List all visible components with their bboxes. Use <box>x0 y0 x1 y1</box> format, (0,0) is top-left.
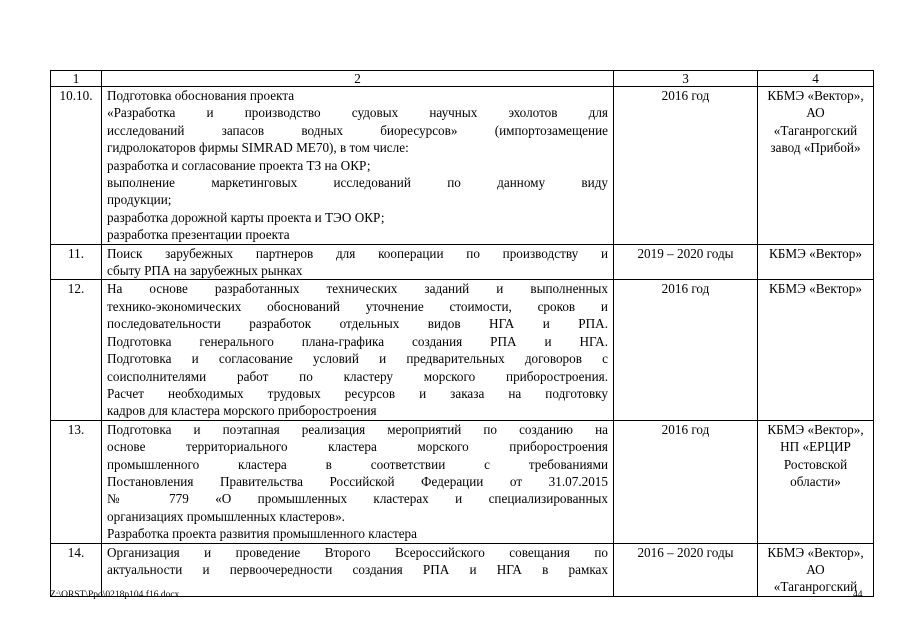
description-line: Подготовка генерального плана-графика создания РПА и НГА. <box>107 333 608 349</box>
header-cell: 3 <box>614 71 758 87</box>
description-line: исследований запасов водных биоресурсов» (импортозамещение <box>107 122 608 138</box>
description-line: технико-экономических обоснований уточнение стоимости, сроков и <box>107 298 608 314</box>
header-cell: 4 <box>758 71 874 87</box>
description-line: кадров для кластера морского приборостроения <box>107 403 377 419</box>
footer-file-path: Z:\ORST\Ppo\0218p104.f16.docx <box>50 590 180 600</box>
row-executor <box>758 87 874 245</box>
description-line: продукции; <box>107 192 172 208</box>
description-line: На основе разработанных технических заданий и выполненных <box>107 281 608 297</box>
description-line: основе территориального кластера морского приборостроения <box>107 439 608 455</box>
description-line: гидролокаторов фирмы SIMRAD ME70), в том числе: <box>107 140 409 156</box>
row-term: 2019 – 2020 годы <box>614 244 758 280</box>
description-line: выполнение маркетинговых исследований по данному виду <box>107 175 608 191</box>
header-cell: 2 <box>102 71 614 87</box>
description-line: «Разработка и производство судовых научных эхолотов для <box>107 105 608 121</box>
table-row <box>51 244 874 280</box>
table-row <box>51 87 874 245</box>
description-line: Расчет необходимых трудовых ресурсов и заказа на подготовку <box>107 385 608 401</box>
row-number: 13. <box>51 420 102 543</box>
row-number: 11. <box>51 244 102 280</box>
description-line: сбыту РПА на зарубежных рынках <box>107 263 303 279</box>
description-line: Разработка проекта развития промышленного кластера <box>107 526 418 542</box>
description-line: № 779 «О промышленных кластерах и специализированных <box>107 491 608 507</box>
description-line: Поиск зарубежных партнеров для кооперации по производству и <box>107 245 608 261</box>
document-table <box>50 70 874 597</box>
executor-line: КБМЭ «Вектор» <box>769 281 862 297</box>
row-number: 12. <box>51 280 102 420</box>
description-line: Подготовка и согласование условий и предварительных договоров с <box>107 351 608 367</box>
executor-line: завод «Прибой» <box>770 140 861 156</box>
row-description <box>102 543 614 596</box>
table-header-row <box>51 71 874 87</box>
description-line: разработка и согласование проекта ТЗ на ОКР; <box>107 157 371 173</box>
description-line: промышленного кластера в соответствии с требованиями <box>107 456 608 472</box>
description-line: Организация и проведение Второго Всероссийского совещания по <box>107 544 608 560</box>
executor-line: Ростовской области» <box>783 456 848 489</box>
executor-line: КБМЭ «Вектор» <box>769 245 862 261</box>
executor-line: КБМЭ «Вектор», <box>767 544 864 560</box>
header-cell: 1 <box>51 71 102 87</box>
row-term: 2016 – 2020 годы <box>614 543 758 596</box>
description-line: разработка презентации проекта <box>107 227 290 243</box>
row-executor <box>758 543 874 596</box>
description-line: последовательности разработок отдельных видов НГА и РПА. <box>107 316 608 332</box>
row-term: 2016 год <box>614 87 758 245</box>
executor-line: КБМЭ «Вектор», <box>767 421 864 437</box>
row-executor <box>758 420 874 543</box>
description-line: Подготовка и поэтапная реализация мероприятий по созданию на <box>107 421 608 437</box>
description-line: соисполнителями работ по кластеру морского приборостроения. <box>107 368 608 384</box>
description-line: Постановления Правительства Российской Федерации от 31.07.2015 <box>107 473 608 489</box>
table-row <box>51 420 874 543</box>
row-executor <box>758 244 874 280</box>
row-description <box>102 280 614 420</box>
table-row <box>51 543 874 596</box>
description-line: организациях промышленных кластеров». <box>107 508 345 524</box>
row-description <box>102 244 614 280</box>
description-line: Подготовка обоснования проекта <box>107 88 295 103</box>
executor-line: КБМЭ «Вектор», <box>767 88 864 103</box>
page-number: 44 <box>853 590 863 600</box>
table-row <box>51 280 874 420</box>
description-line: разработка дорожной карты проекта и ТЭО ОКР; <box>107 209 385 225</box>
executor-line: НП «ЕРЦИР <box>780 439 851 455</box>
row-term: 2016 год <box>614 280 758 420</box>
row-number: 14. <box>51 543 102 596</box>
row-description <box>102 420 614 543</box>
executor-line: АО «Таганрогский <box>773 105 858 138</box>
row-description <box>102 87 614 245</box>
row-number: 10.10. <box>51 87 102 245</box>
row-executor <box>758 280 874 420</box>
executor-line: АО «Таганрогский <box>773 561 858 595</box>
row-term: 2016 год <box>614 420 758 543</box>
description-line: актуальности и первоочередности создания РПА и НГА в рамках <box>107 561 608 577</box>
